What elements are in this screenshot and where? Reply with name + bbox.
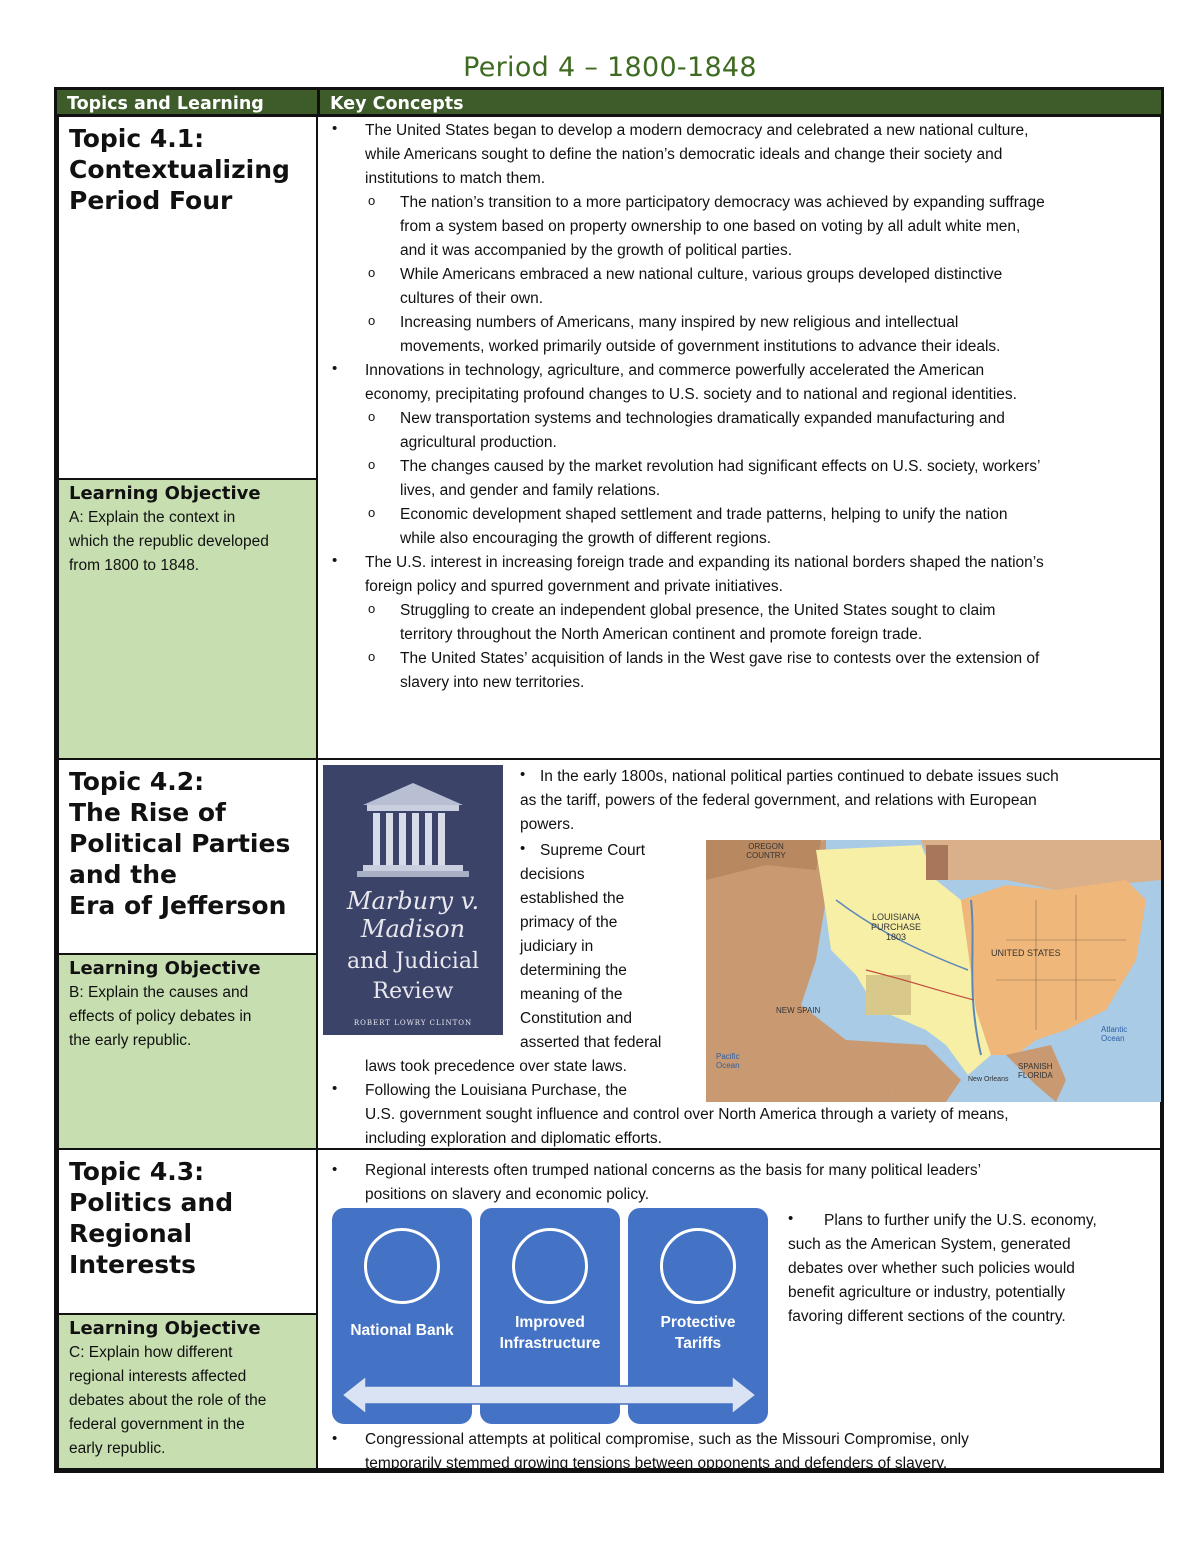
concept-line: from a system based on property ownership to one based on voting by all adult white men, — [400, 218, 1021, 235]
concept-line: The changes caused by the market revolution had significant effects on U.S. society, workers’ — [400, 458, 1041, 475]
lo-text: A: Explain the context in which the republic developed from 1800 to 1848. — [69, 509, 269, 574]
lo-text: C: Explain how different regional interests affected debates about the role of the federal government in the early republic. — [69, 1344, 267, 1457]
concept-4-3-1: Regional interests often trumped national concerns as the basis for many political leaders’ positions on slavery and economic policy. — [365, 1162, 982, 1203]
concept-4-2-1: In the early 1800s, national political parties continued to debate issues such as the tariff, powers of the federal government, and relations with European powers. — [520, 768, 1059, 833]
concept-line: while also encouraging the growth of different regions. — [400, 530, 772, 547]
lo-heading: Learning Objective — [69, 1318, 261, 1339]
concept-4-3-2: Plans to further unify the U.S. economy, such as the American System, generated debates over whether such policies would benefit agriculture or industry, potentially favoring different sections of the country. — [788, 1212, 1097, 1325]
map-label: SPANISH FLORIDA — [1018, 1062, 1053, 1080]
map-label: NEW SPAIN — [776, 1006, 821, 1015]
bullet-dot: • — [332, 1161, 338, 1178]
concept-4-2-3: Following the Louisiana Purchase, the U.S. government sought influence and control over North America through a variety of means, including exploration and diplomatic efforts. — [365, 1082, 1009, 1147]
concept-line: The U.S. interest in increasing foreign trade and expanding its national borders shaped the nation’s — [365, 554, 1044, 571]
lo-heading: Learning Objective — [69, 483, 261, 504]
learning-objective-c — [57, 1313, 318, 1470]
topic-4-1-cell — [57, 115, 318, 480]
bullet-dot: • — [332, 552, 338, 569]
concept-line: Increasing numbers of Americans, many inspired by new religious and intellectual — [400, 314, 959, 331]
card-label: National Bank — [350, 1322, 454, 1339]
topic-4-3-title: Topic 4.3: Politics and Regional Interests — [69, 1157, 234, 1279]
concept-line: and it was accompanied by the growth of political parties. — [400, 242, 793, 259]
card-label: Improved — [515, 1314, 585, 1331]
bullet-dot: • — [520, 840, 526, 857]
concept-line: institutions to match them. — [365, 170, 546, 187]
book-title-line: Madison — [360, 915, 466, 943]
key-concepts-4-2 — [316, 758, 1162, 1150]
circle-icon — [512, 1228, 588, 1304]
concept-line: The United States’ acquisition of lands in the West gave rise to contests over the extension of — [400, 650, 1040, 667]
concept-line: slavery into new territories. — [400, 674, 585, 691]
concept-line: Economic development shaped settlement and trade patterns, helping to unify the nation — [400, 506, 1008, 523]
bullet-dot: • — [332, 1430, 338, 1447]
topic-4-3-cell — [57, 1148, 318, 1315]
book-cover-marbury — [323, 765, 503, 1035]
map-label: New Orleans — [968, 1076, 1009, 1083]
topic-4-2-title: Topic 4.2: The Rise of Political Parties and the Era of Jefferson — [69, 767, 291, 920]
circle-bullet-icon: o — [368, 313, 376, 328]
lo-text: B: Explain the causes and effects of policy debates in the early republic. — [69, 984, 252, 1049]
map-label: UNITED STATES — [991, 948, 1061, 958]
bullet-dot: • — [332, 1080, 338, 1097]
concept-4-3-3: Congressional attempts at political compromise, such as the Missouri Compromise, only temporarily stemmed growing tensions between opponents and defenders of slavery. — [365, 1431, 969, 1472]
concept-line: cultures of their own. — [400, 290, 544, 307]
concept-line: lives, and gender and family relations. — [400, 482, 661, 499]
header-key-concepts: Key Concepts — [317, 87, 1164, 117]
concept-line: Struggling to create an independent global presence, the United States sought to claim — [400, 602, 996, 619]
concept-4-2-2-end: laws took precedence over state laws. — [365, 1058, 627, 1075]
concept-line: Innovations in technology, agriculture, and commerce powerfully accelerated the American — [365, 362, 985, 379]
map-label: Pacific Ocean — [716, 1052, 740, 1070]
circle-bullet-icon: o — [368, 649, 376, 664]
concept-line: movements, worked primarily outside of government institutions to advance their ideals. — [400, 338, 1001, 355]
card-label: Infrastructure — [499, 1335, 601, 1352]
bullet-dot: • — [520, 766, 526, 783]
key-concepts-4-3 — [316, 1148, 1162, 1470]
circle-bullet-icon: o — [368, 409, 376, 424]
header-topics: Topics and Learning — [54, 87, 320, 117]
map-label: OREGON COUNTRY — [746, 842, 786, 860]
topic-4-1-title: Topic 4.1: Contextualizing Period Four — [69, 124, 290, 215]
bullet-dot: • — [332, 360, 338, 377]
card-label: Tariffs — [674, 1335, 722, 1352]
book-author: ROBERT LOWRY CLINTON — [353, 1019, 473, 1027]
topic-4-2-cell — [57, 758, 318, 955]
concept-line: while Americans sought to define the nation’s democratic ideals and change their society and — [365, 146, 1003, 163]
learning-objective-a — [57, 478, 318, 760]
economic-policy-diagram — [332, 1208, 772, 1424]
book-title-line: and Judicial — [347, 949, 479, 974]
bullet-dot: • — [788, 1210, 794, 1227]
concept-line: The nation’s transition to a more participatory democracy was achieved by expanding suffrage — [400, 194, 1045, 211]
bullet-dot: • — [332, 120, 338, 137]
circle-icon — [660, 1228, 736, 1304]
circle-bullet-icon: o — [368, 505, 376, 520]
page-title: Period 4 – 1800-1848 — [463, 52, 757, 83]
concept-line: economy, precipitating profound changes to U.S. society and to national and regional identities. — [365, 386, 1017, 403]
lo-heading: Learning Objective — [69, 958, 261, 979]
book-title-line: Review — [372, 979, 454, 1004]
key-concepts-4-1 — [316, 115, 1162, 760]
circle-bullet-icon: o — [368, 193, 376, 208]
concept-line: agricultural production. — [400, 434, 557, 451]
concept-line: foreign policy and spurred government and private initiatives. — [365, 578, 783, 595]
circle-bullet-icon: o — [368, 265, 376, 280]
double-arrow-icon — [332, 1370, 772, 1420]
circle-bullet-icon: o — [368, 457, 376, 472]
concept-4-2-2: Supreme Court decisions established the primacy of the judiciary in determining the meaning of the Constitution and asserted that federal — [520, 842, 662, 1051]
concept-line: territory throughout the North American continent and promote foreign trade. — [400, 626, 923, 643]
concept-line: While Americans embraced a new national culture, various groups developed distinctive — [400, 266, 1003, 283]
map-label: Atlantic Ocean — [1101, 1025, 1128, 1043]
book-title-line: Marbury v. — [346, 887, 480, 915]
supreme-court-building-icon — [323, 765, 503, 885]
louisiana-purchase-map — [706, 840, 1161, 1102]
circle-bullet-icon: o — [368, 601, 376, 616]
map-label: LOUISIANA PURCHASE 1803 — [870, 912, 921, 942]
concept-line: New transportation systems and technologies dramatically expanded manufacturing and — [400, 410, 1005, 427]
learning-objective-b — [57, 953, 318, 1150]
circle-icon — [364, 1228, 440, 1304]
card-label: Protective — [660, 1314, 736, 1331]
concept-line: The United States began to develop a modern democracy and celebrated a new national culture, — [365, 122, 1029, 139]
